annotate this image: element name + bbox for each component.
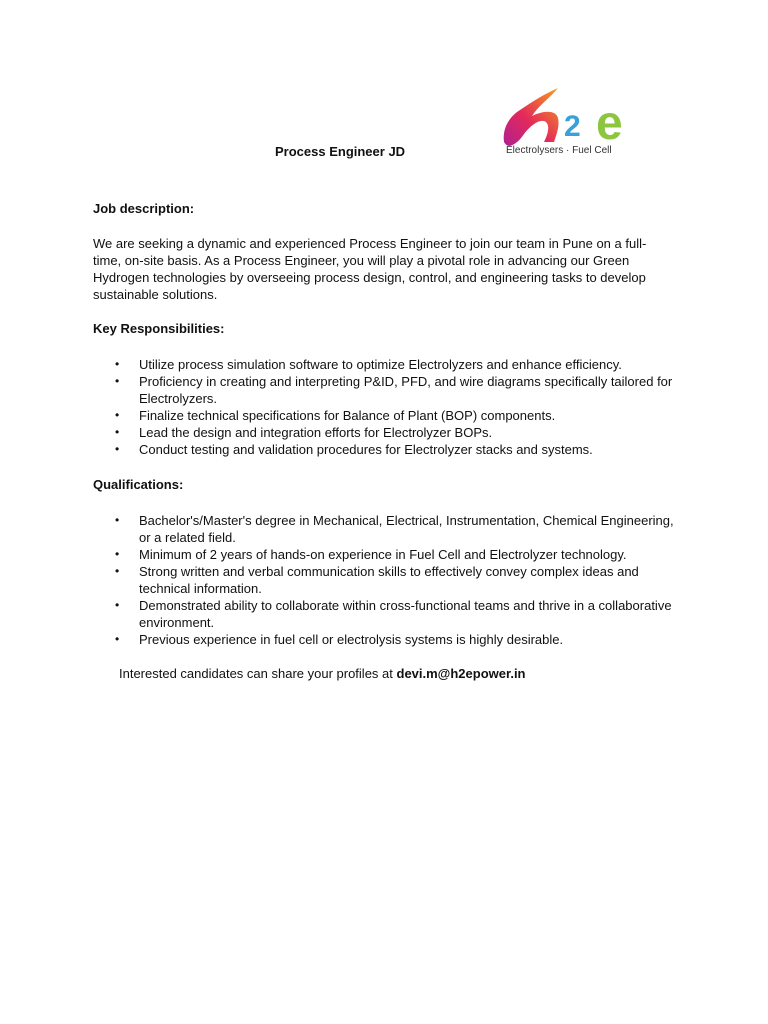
company-logo: [498, 84, 668, 158]
bullet-icon: •: [115, 564, 120, 578]
qualifications-heading: Qualifications:: [93, 477, 184, 492]
bullet-icon: •: [115, 547, 120, 561]
job-description-text: We are seeking a dynamic and experienced Process Engineer to join our team in Pune on a full-time, on-site basis. As a Process Engineer, you will play a pivotal role in advancing our Green Hydrogen technologies by overseeing process design, control, and engineering tasks to develop sustainable solutions.: [93, 236, 647, 302]
list-item: [93, 356, 683, 373]
list-item: [93, 424, 683, 441]
bullet-icon: •: [115, 632, 120, 646]
list-item-text: Previous experience in fuel cell or electrolysis systems is highly desirable.: [139, 632, 564, 647]
h2e-logo-graphic: [498, 84, 668, 158]
list-item-text: Proficiency in creating and interpreting P&ID, PFD, and wire diagrams specifically tailored for Electrolyzers.: [139, 374, 673, 406]
responsibilities-list: [93, 356, 683, 458]
list-item: [93, 512, 683, 546]
logo-h-swoosh: [504, 88, 559, 146]
list-item-text: Demonstrated ability to collaborate within cross-functional teams and thrive in a collaborative environment.: [139, 598, 672, 630]
list-item-text: Finalize technical specifications for Balance of Plant (BOP) components.: [139, 408, 556, 423]
list-item-text: Conduct testing and validation procedures for Electrolyzer stacks and systems.: [139, 442, 593, 457]
list-item: [93, 373, 683, 407]
bullet-icon: •: [115, 598, 120, 612]
list-item-text: Utilize process simulation software to optimize Electrolyzers and enhance efficiency.: [139, 357, 622, 372]
list-item-text: Strong written and verbal communication skills to effectively convey complex ideas and technical information.: [139, 564, 639, 596]
job-description-heading: Job description:: [93, 201, 195, 216]
qualifications-list: [93, 512, 683, 648]
responsibilities-heading: Key Responsibilities:: [93, 321, 225, 336]
list-item-text: Lead the design and integration efforts for Electrolyzer BOPs.: [139, 425, 493, 440]
bullet-icon: •: [115, 374, 120, 388]
list-item-text: Bachelor's/Master's degree in Mechanical, Electrical, Instrumentation, Chemical Engineering, or a related field.: [139, 513, 674, 545]
contact-line: [119, 666, 526, 681]
contact-text: Interested candidates can share your profiles at: [119, 666, 397, 681]
logo-e: e: [596, 97, 623, 150]
list-item-text: Minimum of 2 years of hands-on experience in Fuel Cell and Electrolyzer technology.: [139, 547, 627, 562]
list-item: [93, 407, 683, 424]
page-title: Process Engineer JD: [275, 144, 406, 159]
list-item: [93, 563, 683, 597]
logo-2: 2: [564, 110, 581, 143]
list-item: [93, 597, 683, 631]
logo-tagline: Electrolysers · Fuel Cell: [506, 145, 612, 156]
bullet-icon: •: [115, 442, 120, 456]
list-item: [93, 441, 683, 458]
list-item: [93, 546, 683, 563]
bullet-icon: •: [115, 357, 120, 371]
bullet-icon: •: [115, 408, 120, 422]
bullet-icon: •: [115, 513, 120, 527]
contact-email: devi.m@h2epower.in: [396, 666, 526, 681]
list-item: [93, 631, 683, 648]
bullet-icon: •: [115, 425, 120, 439]
